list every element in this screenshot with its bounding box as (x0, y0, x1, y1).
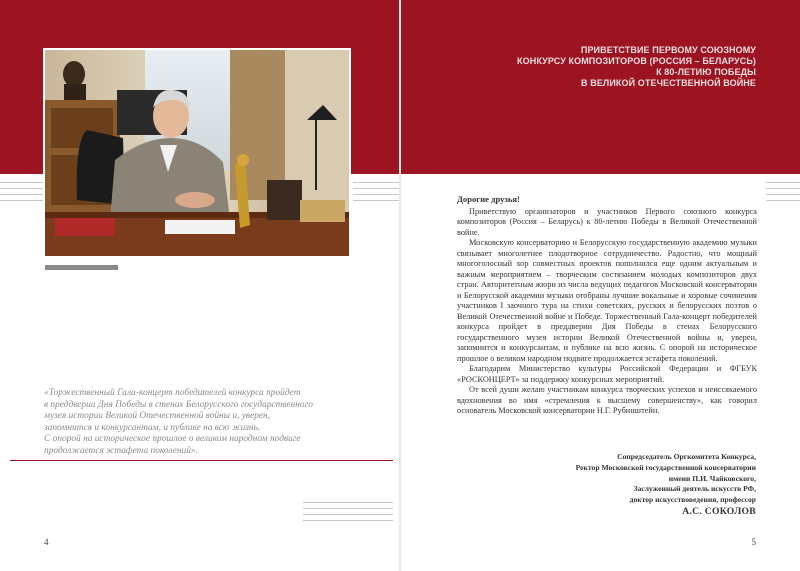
signature-line: Заслуженный деятель искусств РФ, (633, 484, 756, 494)
heading-line: В ВЕЛИКОЙ ОТЕЧЕСТВЕННОЙ ВОЙНЕ (581, 78, 756, 88)
letter-body (457, 194, 757, 417)
pull-quote (44, 388, 369, 457)
right-decorative-lines (766, 182, 800, 206)
signature-line: доктор искусствоведения, профессор (629, 495, 756, 505)
heading-line: КОНКУРСУ КОМПОЗИТОРОВ (РОССИЯ – БЕЛАРУСЬ) (517, 56, 756, 66)
signature-line: Сопредседатель Оргкомитета Конкурса, (617, 452, 756, 461)
quote-line: запомнится и конкурсантам, и публике на всю жизнь. (44, 422, 261, 433)
left-decorative-lines (0, 182, 46, 206)
quote-line: продолжается эстафета поколений». (44, 445, 198, 456)
quote-line: музея истории Великой Отечественной войны и, уверен, (44, 411, 270, 421)
page-number-right: 5 (751, 537, 756, 547)
letter-paragraph: Приветствую организаторов и участников Первого союзного конкурса композиторов (Россия – Беларусь) к 80-летию Победы в Великой Отечественной войне. (457, 206, 757, 237)
bottom-decorative-lines (303, 502, 393, 526)
heading-line: ПРИВЕТСТВИЕ ПЕРВОМУ СОЮЗНОМУ (580, 45, 756, 55)
mid-decorative-lines (353, 182, 399, 206)
signatory-name: А.С. СОКОЛОВ (682, 505, 756, 517)
quote-line: С опорой на историческое прошлое о великом народном подвиге (44, 434, 301, 444)
letter-greeting: Дорогие друзья! (457, 194, 520, 204)
quote-line: в преддверии Дня Победы в стенах Белорусского государственного (44, 399, 313, 410)
red-divider-rule (10, 460, 393, 461)
page-spine (399, 0, 401, 571)
heading-line: К 80-ЛЕТИЮ ПОБЕДЫ (656, 67, 756, 77)
portrait-photo (45, 50, 349, 256)
page-number-left: 4 (44, 537, 49, 547)
letter-paragraph: Благодарим Министерство культуры Российской Федерации и ФГБУК «РОСКОНЦЕРТ» за поддержку конкурсных мероприятий. (457, 364, 757, 384)
signature-line: имени П.И. Чайковского, (668, 473, 756, 483)
signature-block (576, 452, 756, 518)
quote-line: «Торжественный Гала-концерт победителей конкурса пройдет (44, 388, 301, 398)
letter-paragraph: Московскую консерваторию и Белорусскую государственную академию музыки связывает многолетнее плодотворное сотрудничество. Радостно, что мощный многоголосный хор совместных проектов пополнился еще одним актуальным и важным мероприятием – творческим состязанием молодых композиторов двух стран. Авторитетным жюри из числа ведущих педагогов Московской консерватории и Белорусской академии музыки отобраны лучшие вокальные и хоровые сочинения участников I заочного тура на стихи советских, русских и белорусских поэтов о Великой Отечественной войне и Победе. Торжественный Гала-концерт победителей конкурса пройдет в преддверии Дня Победы в стенах Белорусского государственного музея истории Великой Отечественной войны и, уверен, запомнится и конкурсантам, и публике на всю жизнь. С опорой на историческое прошлое о великом народном подвиге продолжается эстафета поколений. (457, 238, 757, 363)
portrait-photo-frame (43, 48, 351, 258)
grey-accent-bar (45, 265, 118, 270)
signature-line: Ректор Московской государственной консерватории (575, 462, 756, 472)
article-heading (506, 45, 756, 89)
letter-paragraph: От всей души желаю участникам конкурса творческих успехов и неиссякаемого вдохновения во имя «стремления к высшему совершенству», как говорил основатель Московской консерватории Н.Г. Рубинштейн. (457, 385, 757, 415)
